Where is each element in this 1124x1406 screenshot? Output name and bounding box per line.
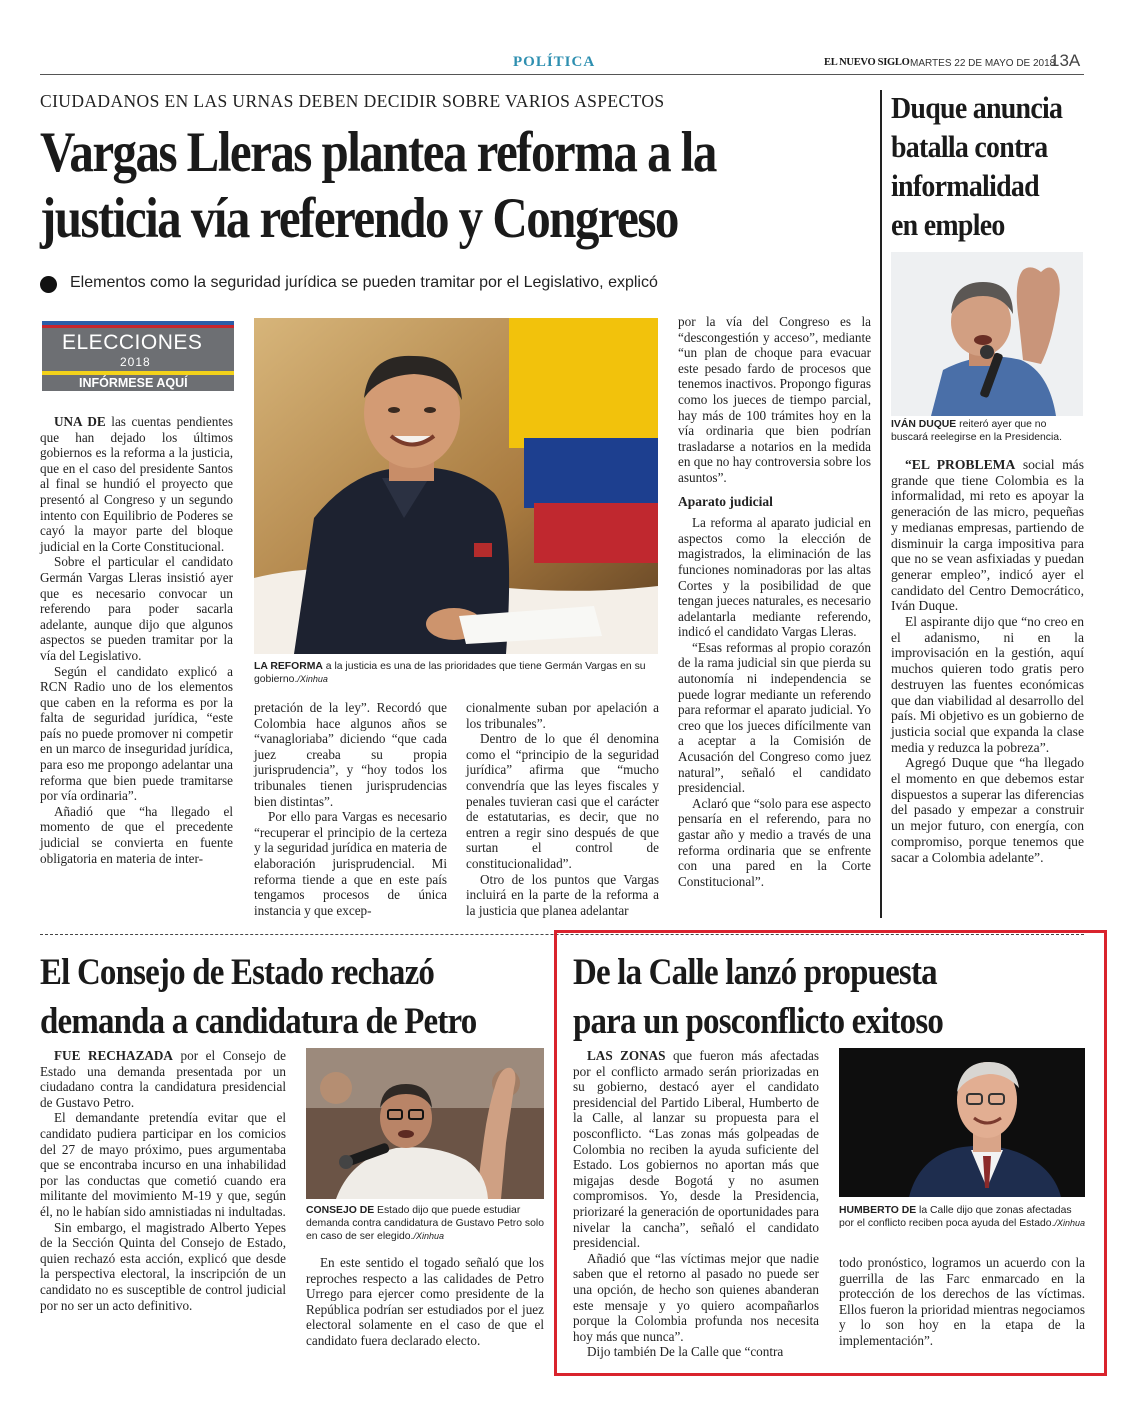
petro-photo-art bbox=[306, 1048, 544, 1199]
main-subhead: Aparato judicial bbox=[678, 493, 773, 509]
main-column-1 bbox=[40, 414, 233, 866]
delacalle-headline bbox=[573, 948, 1036, 1046]
issue-date: MARTES 22 DE MAYO DE 2018 bbox=[910, 58, 1056, 69]
delacalle-headline-line-1: De la Calle lanzó propuesta bbox=[573, 952, 937, 993]
main-headline-line-1: Vargas Lleras plantea reforma a la bbox=[40, 121, 716, 184]
caption-lead: CONSEJO DE bbox=[306, 1205, 375, 1216]
duque-paragraph: Agregó Duque que “ha llegado el momento en que debemos estar dispuestos a superar las diferencias del pasado y empezar a construir un mejor futuro, con energía, con compromiso, porque tenemos que sacar a Colombia adelante”. bbox=[891, 755, 1084, 865]
duque-paragraph: social más grande que tiene Colombia es la informalidad, mi reto es apoyar la generación de las micro, pequeñas y medianas empresas, partiendo de disminuir la carga impositiva para que no se vean asfixiadas y puedan generar empleo”, indicó ayer el candidato del Centro Democrático, Iván Duque. bbox=[891, 457, 1084, 614]
main-paragraph: “Esas reformas al propio corazón de la rama judicial sin que pierda su autonomía ni independencia se puede lograr mediante un referendo para reformar el aparato judicial. Yo creo que los jueces difícilmente van a aceptar a la Comisión de Acusación del Congreso como juez natural”, señaló el candidato presidencial. bbox=[678, 639, 871, 796]
delacalle-paragraph: que fueron más afectadas por el conflicto armado serán priorizadas en su gobierno, destacó ayer el candidato presidencial del Partido Liberal, Humberto de la Calle, al lanzar su propuesta para el posconflicto. “Las zonas más golpeadas de Colombia no reciben la ayuda suficiente del Estado. Los gobiernos no aportan más que migajas desde Bogotá y no asumen compromisos. Yo, desde la Presidencia, priorizaré la generación de oportunidades para nivelar la cancha”, señaló el candidato presidencial. bbox=[573, 1048, 820, 1251]
delacalle-photo-art bbox=[839, 1048, 1085, 1197]
main-lead-in: UNA DE bbox=[54, 414, 106, 429]
delacalle-photo-caption bbox=[839, 1204, 1085, 1230]
masthead-rule bbox=[40, 74, 1084, 75]
petro-photo bbox=[306, 1048, 544, 1199]
main-paragraph: Dentro de lo que él denomina como el “principio de la seguridad jurídica” afirma que “mucho convendría que las leyes fiscales y penales tuvieran casi que el carácter de estatutarias, es decir, que no entren a regir sino después de que surtan el control de constitucionalidad”. bbox=[466, 731, 659, 871]
main-paragraph: Por ello para Vargas es necesario “recuperar el principio de la certeza y la seguridad jurídica en materia de elaboración jurisprudencial. Mi reforma tiende a que en este país tengamos procesos de única instancia y que excep- bbox=[254, 809, 447, 918]
side-column-rule bbox=[880, 90, 882, 918]
main-kicker: CIUDADANOS EN LAS URNAS DEBEN DECIDIR SOBRE VARIOS ASPECTOS bbox=[40, 91, 665, 111]
duque-photo-art bbox=[891, 252, 1083, 416]
photo-credit: /Xinhua bbox=[297, 674, 328, 684]
vargas-photo-caption bbox=[254, 660, 658, 686]
page-number: 13A bbox=[1050, 51, 1081, 70]
duque-photo bbox=[891, 252, 1083, 416]
petro-lead-in: FUE RECHAZADA bbox=[54, 1048, 173, 1063]
delacalle-column-2 bbox=[839, 1255, 1085, 1349]
main-paragraph: Otro de los puntos que Vargas incluirá en la parte de la reforma a la justicia que planea adelantar bbox=[466, 871, 659, 918]
masthead bbox=[40, 48, 1084, 74]
main-column-4 bbox=[678, 314, 871, 889]
duque-body bbox=[891, 457, 1084, 865]
photo-credit: /Xinhua bbox=[413, 1231, 444, 1241]
delacalle-lead-in: LAS ZONAS bbox=[587, 1048, 666, 1063]
petro-headline-line-1: El Consejo de Estado rechazó bbox=[40, 952, 435, 993]
badge-title: ELECCIONES bbox=[62, 331, 203, 354]
petro-paragraph: por el Consejo de Estado una demanda presentada por un ciudadano contra la candidatura presidencial de Gustavo Petro. bbox=[40, 1048, 286, 1110]
main-headline-line-2: justicia vía referendo y Congreso bbox=[40, 187, 678, 250]
main-paragraph: Sobre el particular el candidato Germán Vargas Lleras insistió ayer que es necesario convocar un referendo para poder sacarla adelante, aunque dijo que algunos aspectos se pueden tramitar por la vía del Legislativo. bbox=[40, 554, 233, 663]
main-paragraph: Aclaró que “solo para ese aspecto pensaría en el referendo, para no gastar año y medio a través de una reforma ordinaria que se enfrente con una pared en la Corte Constitucional”. bbox=[678, 795, 871, 889]
badge-year: 2018 bbox=[120, 355, 151, 369]
petro-column-2 bbox=[306, 1255, 544, 1349]
duque-headline: Duque anuncia batalla contra informalidad en empleo bbox=[891, 90, 1063, 242]
main-paragraph: por la vía del Congreso es la “descongestión y acceso”, mediante “un plan de choque para evacuar este pesado fardo de procesos que tenemos inactivos. Propongo figuras como los jueces de tiempo parcial, hay más de 100 trámites hoy en la vía ordinaria que bien podrían trasladarse a notarios en la medida en que no hay controversia sobre los asuntos”. bbox=[678, 314, 871, 485]
main-paragraph: Añadió que “ha llegado el momento de que el precedente judicial se convierta en fuente obligatoria en materia de inter- bbox=[40, 803, 233, 866]
main-column-3 bbox=[466, 700, 659, 918]
badge-stripe-yellow bbox=[42, 371, 234, 375]
petro-paragraph: Sin embargo, el magistrado Alberto Yepes de la Sección Quinta del Consejo de Estado, quien rechazó esta acción, explicó que desde la perspectiva electoral, la inscripción de un candidato no es susceptible de control judicial por no ser un acto definitivo. bbox=[40, 1219, 286, 1313]
delacalle-headline-line-2: para un posconflicto exitoso bbox=[573, 1001, 944, 1042]
paper-name: EL NUEVO SIGLO bbox=[824, 57, 910, 68]
main-headline bbox=[40, 120, 754, 252]
badge-stripe-red bbox=[42, 325, 234, 328]
main-paragraph: Según el candidato explicó a RCN Radio uno de los elementos que caben en la reforma es por la falta de seguridad jurídica, “este país no puede promover ni competir en un marco de inseguridad jurídica, para eso me propongo adelantar una reforma que bien puede tramitarse por vía ordinaria”. bbox=[40, 663, 233, 804]
caption-lead: HUMBERTO DE bbox=[839, 1205, 917, 1216]
main-column-2 bbox=[254, 700, 447, 918]
delacalle-column-1 bbox=[573, 1048, 819, 1360]
vargas-lleras-photo-art bbox=[254, 318, 658, 654]
main-paragraph: La reforma al aparato judicial en aspectos como la elección de magistrados, la eliminación de las funciones nominadoras por las altas Cortes y la posibilidad de que tengan jueces naturales, es necesario adelantarla mediante referendo, indicó el candidato Vargas Lleras. bbox=[678, 515, 871, 640]
delacalle-photo bbox=[839, 1048, 1085, 1197]
section-label: POLÍTICA bbox=[513, 54, 596, 70]
elections-badge[interactable] bbox=[42, 321, 234, 391]
duque-photo-caption bbox=[891, 418, 1083, 444]
petro-photo-caption bbox=[306, 1204, 544, 1243]
delacalle-paragraph: Añadió que “las víctimas mejor que nadie saben que el retorno al pasado no puede ser una opción, de hecho son quienes abanderan este mensaje y yo quiero acompañarlos porque la Colombia profunda nos necesita hoy más que nunca”. bbox=[573, 1250, 819, 1344]
caption-text: a la justicia es una de las prioridades que tiene Germán Vargas en su gobierno. bbox=[254, 661, 646, 685]
main-paragraph: las cuentas pendientes que han dejado los últimos gobiernos es la reforma a la justicia, que en el caso del presidente Santos al final se hundió el proyecto que presentó al Congreso y un segundo intento con Equilibrio de Poderes se cayó la mayor parte del bloque judicial en la Corte Constitucional. bbox=[40, 414, 233, 554]
main-paragraph: cionalmente suban por apelación a los tribunales”. bbox=[466, 700, 659, 731]
duque-lead-in: “EL PROBLEMA bbox=[905, 457, 1016, 472]
main-subtitle: Elementos como la seguridad jurídica se pueden tramitar por el Legislativo, explicó bbox=[70, 274, 658, 291]
caption-text: la Calle dijo que zonas afectadas por el conflicto reciben poca ayuda del Estado. bbox=[839, 1205, 1072, 1229]
caption-text: Estado dijo que puede estudiar demanda contra candidatura de Gustavo Petro solo en caso de ser elegido. bbox=[306, 1205, 544, 1242]
vargas-lleras-photo bbox=[254, 318, 658, 654]
delacalle-paragraph: todo pronóstico, logramos un acuerdo con la guerrilla de las Farc enmarcado en la protección de los derechos de las víctimas. Ellos fueron la prioridad mientras negociamos y lo son hoy en la etapa de la implementación”. bbox=[839, 1255, 1085, 1348]
caption-text: reiteró ayer que no buscará reelegirse en la Presidencia. bbox=[891, 419, 1062, 443]
petro-paragraph: El demandante pretendía evitar que el candidato pudiera participar en los comicios del 27 de mayo próximo, pues argumentaba que se encontraba incurso en una inhabilidad por las conductas que cometió cuando era militante del movimiento M-19 y que, según él, no le habían sido amnistiadas ni indultadas. bbox=[40, 1110, 286, 1219]
duque-paragraph: El aspirante dijo que “no creo en el adanismo, ni en la improvisación en la gestión, aquí muchos quieren todo gratis pero destruyen las fuentes económicas que dan viabilidad al desarrollo del país. Mi objetivo es un gobierno de justicia social que expanda la clase media y reduzca la pobreza”. bbox=[891, 614, 1084, 755]
petro-headline bbox=[40, 948, 503, 1046]
petro-headline-line-2: demanda a candidatura de Petro bbox=[40, 1001, 477, 1042]
petro-paragraph: En este sentido el togado señaló que los reproches respecto a las calidades de Petro Urrego para ejercer como presidente de la República podrían ser estudiados por el juez electoral solamente en el caso de que el candidato fuera declarado electo. bbox=[306, 1255, 544, 1348]
petro-column-1 bbox=[40, 1048, 286, 1313]
main-paragraph: pretación de la ley”. Recordó que Colombia hace algunos años se “vanagloriaba” diciendo “que cada juez creaba su propia jurisprudencia”, y “hoy todos los tribunales tienen jurisprudencias bien distintas”. bbox=[254, 700, 447, 809]
badge-cta[interactable]: INFÓRMESE AQUÍ bbox=[79, 376, 188, 390]
subtitle-bullet bbox=[40, 276, 57, 293]
photo-credit: /Xinhua bbox=[1054, 1218, 1085, 1228]
caption-lead: LA REFORMA bbox=[254, 661, 323, 672]
delacalle-paragraph: Dijo también De la Calle que “contra bbox=[587, 1344, 784, 1360]
caption-lead: IVÁN DUQUE bbox=[891, 419, 957, 430]
